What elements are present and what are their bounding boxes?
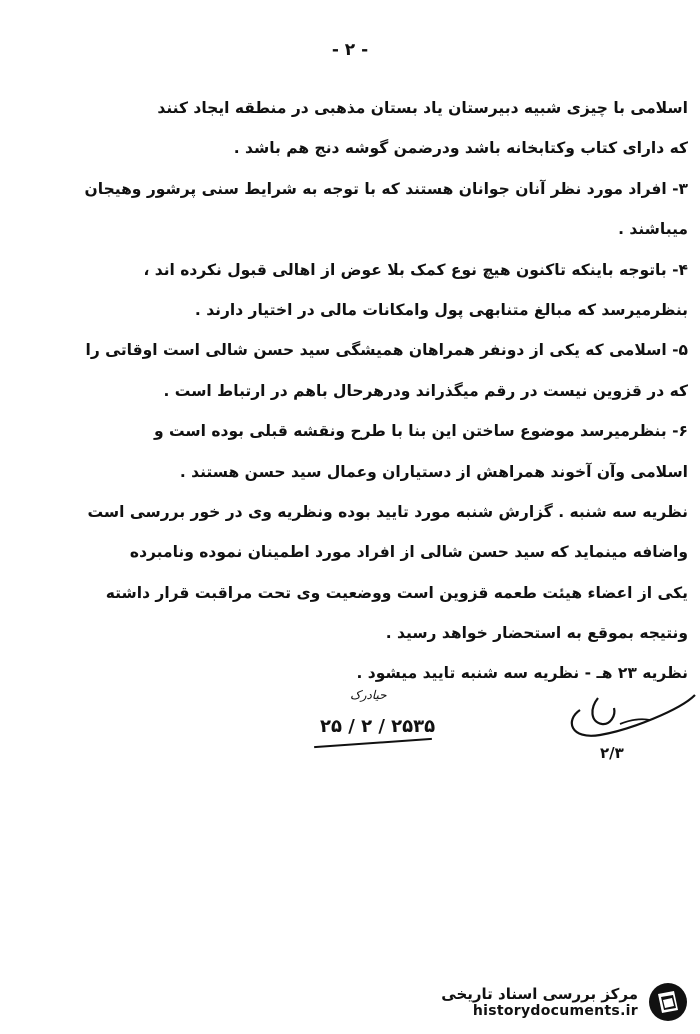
- signature-area: [0, 680, 700, 780]
- handwritten-initial: حیادرک: [350, 688, 387, 702]
- footer-watermark: [441, 982, 688, 1022]
- document-line: اسلامی با چیزی شبیه دبیرستان یاد بستان مذهبی در منطقه ایجاد کنند: [157, 99, 688, 117]
- document-line: ۴- باتوجه باینکه تاکنون هیچ نوع کمک بلا عوض از اهالی قبول نکرده اند ،: [143, 260, 688, 279]
- page-number: - ۲ -: [331, 40, 369, 60]
- footer-text: [441, 985, 638, 1019]
- document-line: واضافه مینماید که سید حسن شالی از افراد مورد اطمینان نموده ونامبرده: [129, 543, 688, 562]
- document-line: نظریه سه شنبه . گزارش شنبه مورد تایید بوده ونظریه وی در خور بررسی است: [87, 502, 688, 521]
- document-line: اسلامی وآن آخوند همراهش از دستیاران وعمال سید حسن هستند .: [179, 462, 688, 481]
- document-line: ونتیجه بموقع به استحضار خواهد رسید .: [385, 624, 688, 643]
- document-line: ۳- افراد مورد نظر آنان جوانان هستند که با توجه به شرایط سنی پرشور وهیجان: [84, 179, 688, 198]
- document-line: یکی از اعضاء هیئت طعمه قزوین است ووضعیت وی تحت مراقبت قرار داشته: [105, 583, 688, 602]
- document-line: بنظرمیرسد که مبالغ متنابهی پول وامکانات مالی در اختیار دارند .: [194, 300, 688, 319]
- org-name: مرکز بررسی اسناد تاریخی: [441, 985, 638, 1003]
- handwritten-signature: [560, 680, 700, 750]
- document-line: که دارای کتاب وکتابخانه باشد ودرضمن گوشه دنج هم باشد .: [233, 139, 688, 158]
- document-line: ۵- اسلامی که یکی از دونفر همراهان همیشگی سید حسن شالی است اوقاتی را: [85, 341, 688, 360]
- document-line: میباشند .: [618, 220, 688, 239]
- document-body: [36, 88, 688, 694]
- document-line: نظریه ۲۳ هـ - نظریه سه شنبه تایید میشود .: [356, 664, 688, 683]
- signature-date: ۲/۳: [600, 744, 624, 762]
- handwritten-date: ۲۵ / ۲ / ۲۵۳۵: [320, 716, 436, 737]
- site-url: historydocuments.ir: [472, 1003, 638, 1019]
- document-line: ۶- بنظرمیرسد موضوع ساختن این بنا با طرح ونقشه قبلی بوده است و: [153, 422, 688, 441]
- archive-logo-icon: [648, 982, 688, 1022]
- document-line: که در قزوین نیست در رقم میگذراند ودرهرحال باهم در ارتباط است .: [163, 381, 688, 400]
- date-underline: [314, 738, 432, 748]
